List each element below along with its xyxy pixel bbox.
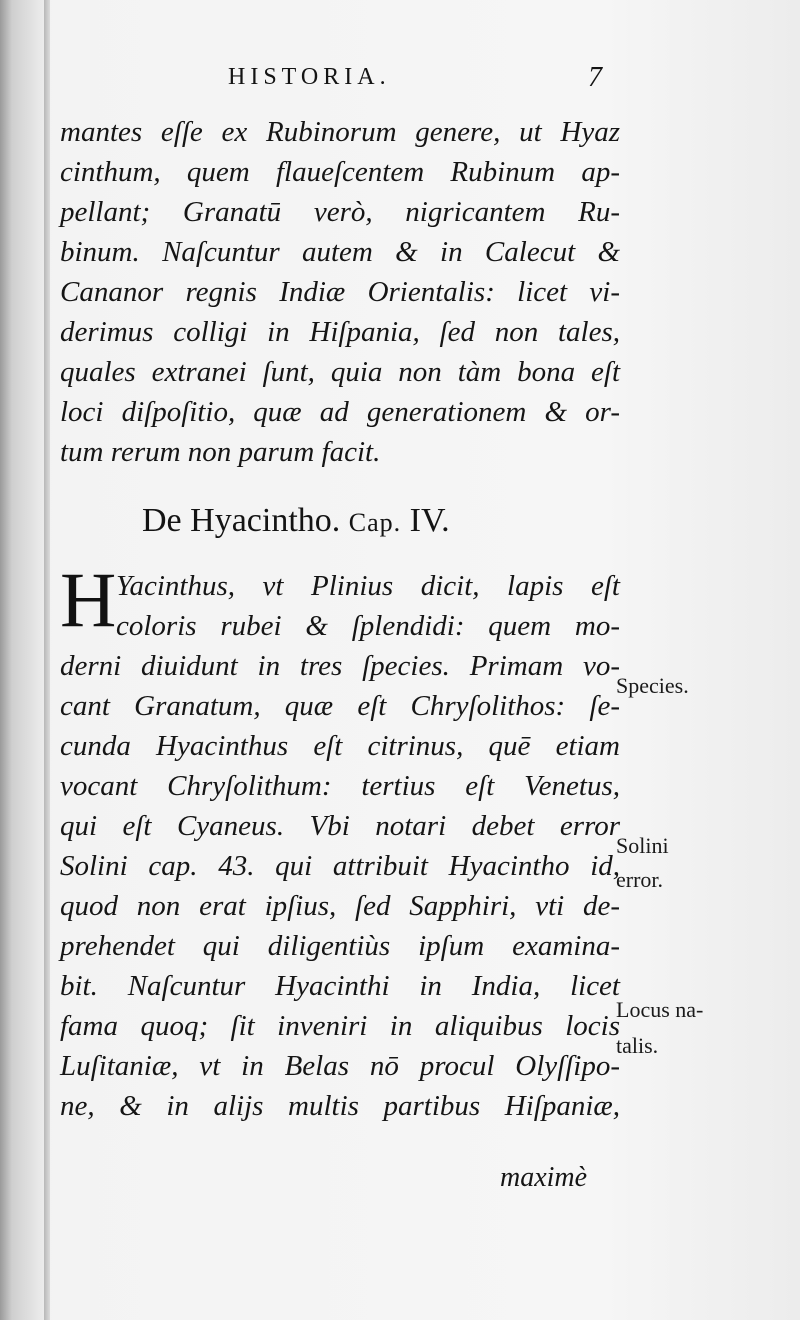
drop-cap-initial: H — [60, 556, 117, 643]
text-line: Cananor regnis Indiæ Orientalis: licet vi- — [60, 276, 620, 308]
text-line: quales extranei ſunt, quia non tàm bona eſt — [60, 356, 620, 388]
text-line: coloris rubei & ſplendidi: quem mo- — [116, 610, 620, 642]
text-line: bit. Naſcuntur Hyacinthi in India, licet — [60, 970, 620, 1002]
text-line: Luſitaniæ, vt in Belas nō procul Olyſſipo- — [60, 1050, 620, 1082]
chapter-heading — [142, 502, 450, 540]
chapter-cap-label: Cap. — [348, 508, 402, 537]
text-line: vocant Chryſolithum: tertius eſt Venetus, — [60, 770, 620, 802]
running-head: HISTORIA. — [228, 64, 391, 90]
text-line: Yacinthus, vt Plinius dicit, lapis eſt — [116, 570, 620, 602]
text-line: prehendet qui diligentiùs ipſum examina- — [60, 930, 620, 962]
margin-note-natalis: talis. — [616, 1033, 659, 1058]
text-line: cant Granatum, quæ eſt Chryſolithos: ſe- — [60, 690, 620, 722]
chapter-title: De Hyacintho. — [142, 502, 341, 539]
chapter-number: IV. — [409, 502, 450, 539]
text-line: quod non erat ipſius, ſed Sapphiri, vti de- — [60, 890, 620, 922]
page-number: 7 — [588, 62, 602, 93]
catchword: maximè — [500, 1162, 588, 1193]
text-line: fama quoq; ſit inveniri in aliquibus locis — [60, 1010, 620, 1042]
page-gutter — [44, 0, 50, 1320]
text-line: tum rerum non parum facit. — [60, 436, 381, 468]
text-line: qui eſt Cyaneus. Vbi notari debet error — [60, 810, 620, 842]
margin-note-locus: Locus na- — [616, 997, 704, 1022]
text-line: Solini cap. 43. qui attribuit Hyacintho id, — [60, 850, 620, 882]
text-line: derni diuidunt in tres ſpecies. Primam vo- — [60, 650, 620, 682]
margin-note-error: error. — [616, 867, 664, 892]
text-line: mantes eſſe ex Rubinorum genere, ut Hyaz — [60, 116, 620, 148]
text-line: binum. Naſcuntur autem & in Calecut & — [60, 236, 620, 268]
text-line: cinthum, quem flaueſcentem Rubinum ap- — [60, 156, 620, 188]
text-line: derimus colligi in Hiſpania, ſed non tales, — [60, 316, 620, 348]
text-line: pellant; Granatū verò, nigricantem Ru- — [60, 196, 620, 228]
text-line: ne, & in alijs multis partibus Hiſpaniæ, — [60, 1090, 620, 1122]
margin-note-species: Species. — [616, 673, 689, 698]
text-line: cunda Hyacinthus eſt citrinus, quē etiam — [60, 730, 620, 762]
text-line: loci diſpoſitio, quæ ad generationem & or- — [60, 396, 620, 428]
margin-note-solini: Solini — [616, 833, 669, 858]
